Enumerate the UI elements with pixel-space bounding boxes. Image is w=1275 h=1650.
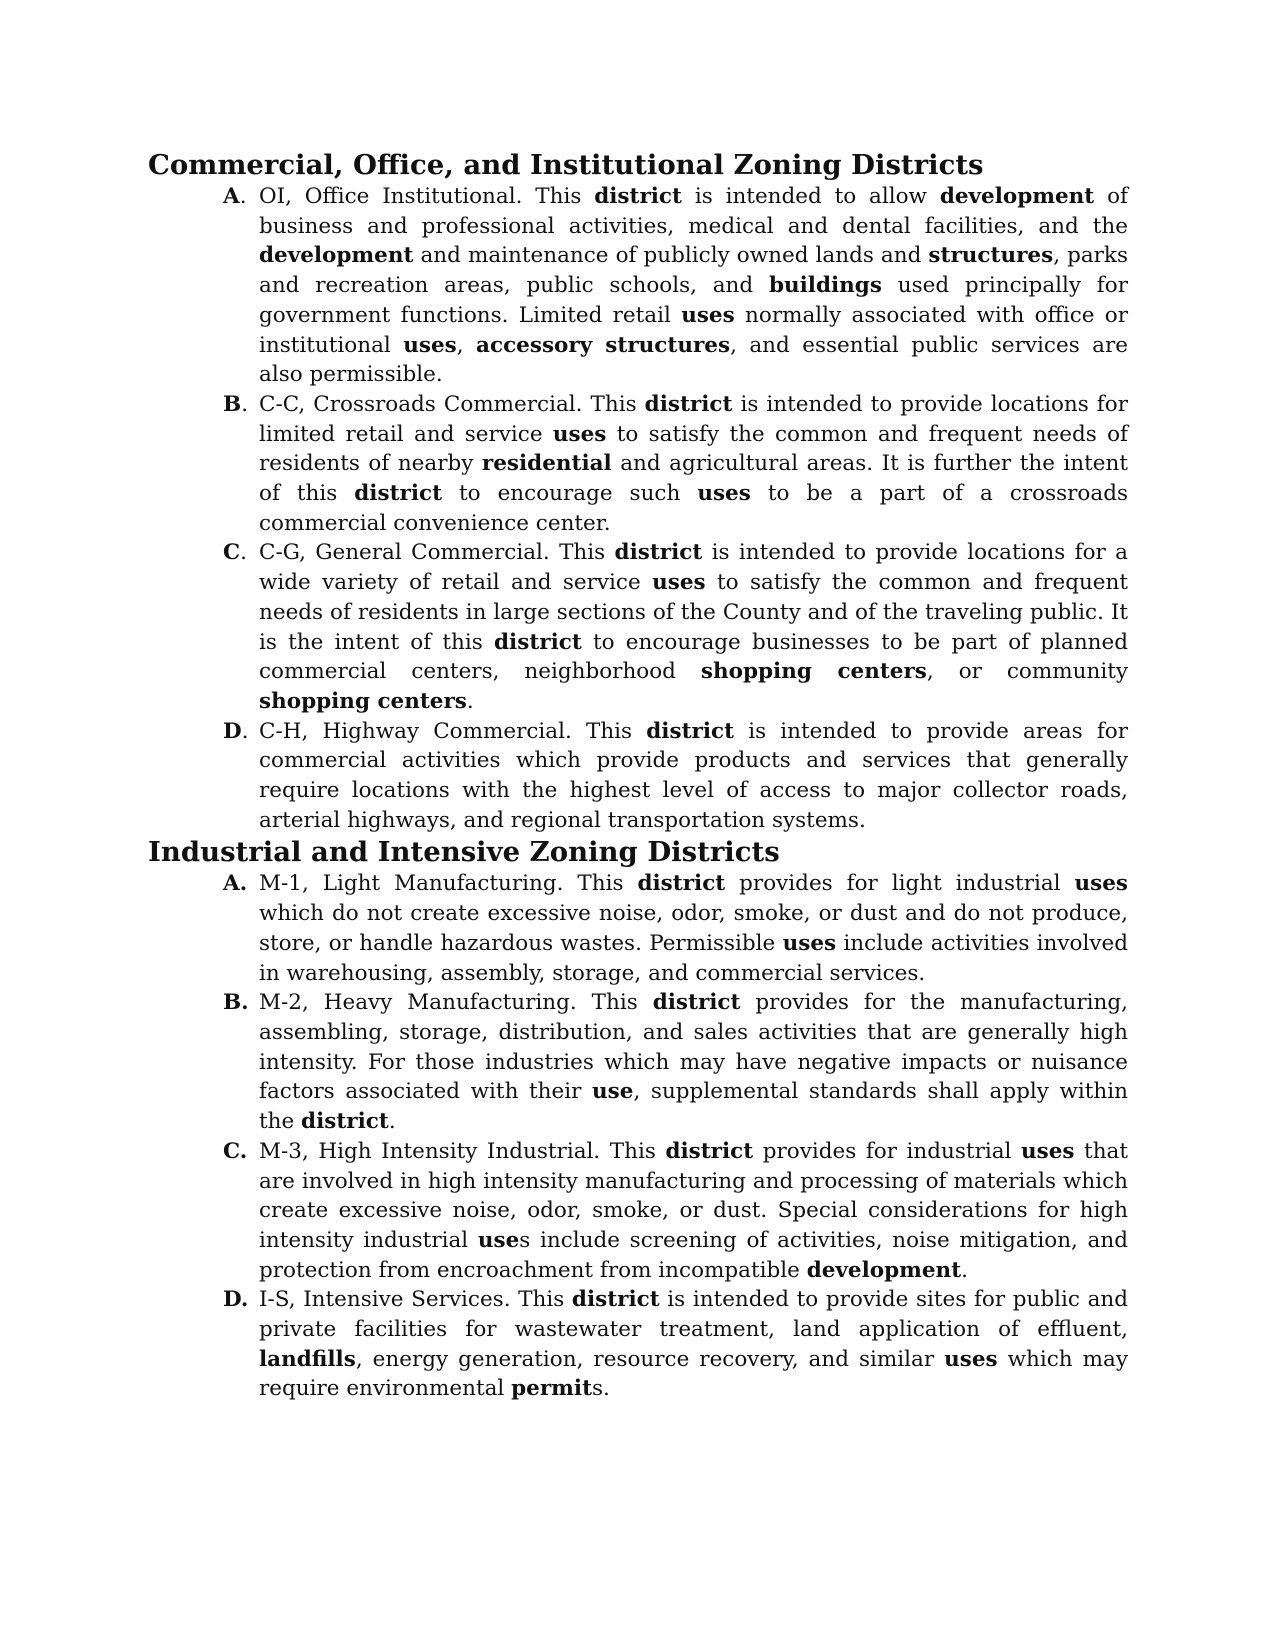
list-item [223,1137,1128,1286]
bold-term: district [644,391,733,417]
bold-term: accessory structures [476,332,731,358]
bold-term: development [259,243,414,269]
item-text: C-H, Highway Commercial. This district is intended to provide areas for commercial activities which provide products and services that generally require locations with the highest level of access to major collector roads, arterial highways, and regional transportation systems. [259,718,1129,833]
item-text: M-2, Heavy Manufacturing. This district provides for the manufacturing, assembling, storage, distribution, and sales activities that are generally high intensity. For those industries which may have negative impacts or nuisance factors associated with their use, supplemental standards shall apply within the district. [259,990,1128,1135]
list-item [223,717,1128,836]
bold-term: uses [697,481,751,507]
bold-term: shopping centers [259,688,467,714]
bold-term: uses [1074,871,1129,897]
item-text: C-G, General Commercial. This district is intended to provide locations for a wide variety of retail and service uses to satisfy the common and frequent needs of residents in large sections of the County and of the traveling public. It is the intent of this district to encourage businesses to be part of planned commercial centers, neighborhood shopping centers, or community shopping centers. [259,540,1129,714]
bold-term: district [571,1287,660,1313]
bold-term: district [301,1109,389,1135]
item-letter: A. [223,871,248,897]
bold-term: buildings [768,273,882,299]
bold-term: permit [511,1376,593,1402]
bold-term: use [592,1079,634,1105]
list-item [223,390,1128,539]
item-letter: C. [223,540,247,566]
section-heading: Commercial, Office, and Institutional Zoning Districts [148,149,984,181]
item-text: M-1, Light Manufacturing. This district provides for light industrial uses which do not create excessive noise, odor, smoke, or dust and do not produce, store, or handle hazardous wastes. Permissible uses include activities involved in warehousing, assembly, storage, and commercial services. [259,871,1129,986]
list-item [223,988,1128,1137]
bold-term: uses [552,421,607,447]
bold-term: district [652,990,741,1016]
bold-term: development [939,184,1095,209]
item-text: C-C, Crossroads Commercial. This district is intended to provide locations for limited retail and service uses to satisfy the common and frequent needs of residents of nearby residential and agricultural areas. It is further the intent of this district to encourage such uses to be a part of a crossroads commercial convenience center. [259,391,1128,536]
list-item [223,869,1128,988]
item-letter: A. [223,184,247,209]
bold-term: use [477,1227,520,1253]
bold-term: district [354,481,443,507]
bold-term: uses [944,1346,998,1372]
bold-term: uses [652,570,706,596]
list-item [223,182,1128,390]
section-heading: Industrial and Intensive Zoning Districts [148,836,780,869]
bold-term: district [637,871,726,897]
bold-term: uses [1020,1138,1075,1164]
item-letter: D. [223,1287,249,1313]
bold-term: shopping centers [700,659,927,685]
item-letter: B. [223,990,249,1016]
bold-term: district [594,184,682,209]
bold-term: district [494,629,582,655]
list-item [223,538,1128,716]
item-text: M-3, High Intensity Industrial. This district provides for industrial uses that are involved in high intensity manufacturing and processing of materials which create excessive noise, odor, smoke, or dust. Special considerations for high intensity industrial uses include screening of activities, noise mitigation, and protection from encroachment from incompatible development. [259,1138,1128,1283]
bold-term: uses [782,930,837,956]
section-commercial-office-institutional [148,148,1128,835]
list-item [223,1285,1128,1404]
bold-term: development [806,1257,962,1283]
bold-term: structures [928,243,1054,269]
bold-term: uses [403,332,457,358]
bold-term: landfills [259,1346,356,1372]
section-industrial-intensive [148,835,1128,1404]
bold-term: residential [481,451,612,477]
bold-term: district [646,718,735,744]
document-page [148,148,1128,1404]
bold-term: district [614,540,703,566]
item-letter: D. [223,718,249,744]
item-text: OI, Office Institutional. This district is intended to allow development of business and professional activities, medical and dental facilities, and the development and maintenance of publicly owned lands and structures, parks and recreation areas, public schools, and buildings used principally for government functions. Limited retail uses normally associated with office or institutional uses, accessory structures, and essential public services are also permissible. [259,184,1129,388]
bold-term: district [665,1138,754,1164]
item-letter: C. [223,1138,248,1164]
bold-term: uses [681,302,735,328]
item-text: I-S, Intensive Services. This district is intended to provide sites for public and private facilities for wastewater treatment, land application of effluent, landfills, energy generation, resource recovery, and similar uses which may require environmental permits. [259,1287,1128,1402]
item-letter: B. [223,391,249,417]
